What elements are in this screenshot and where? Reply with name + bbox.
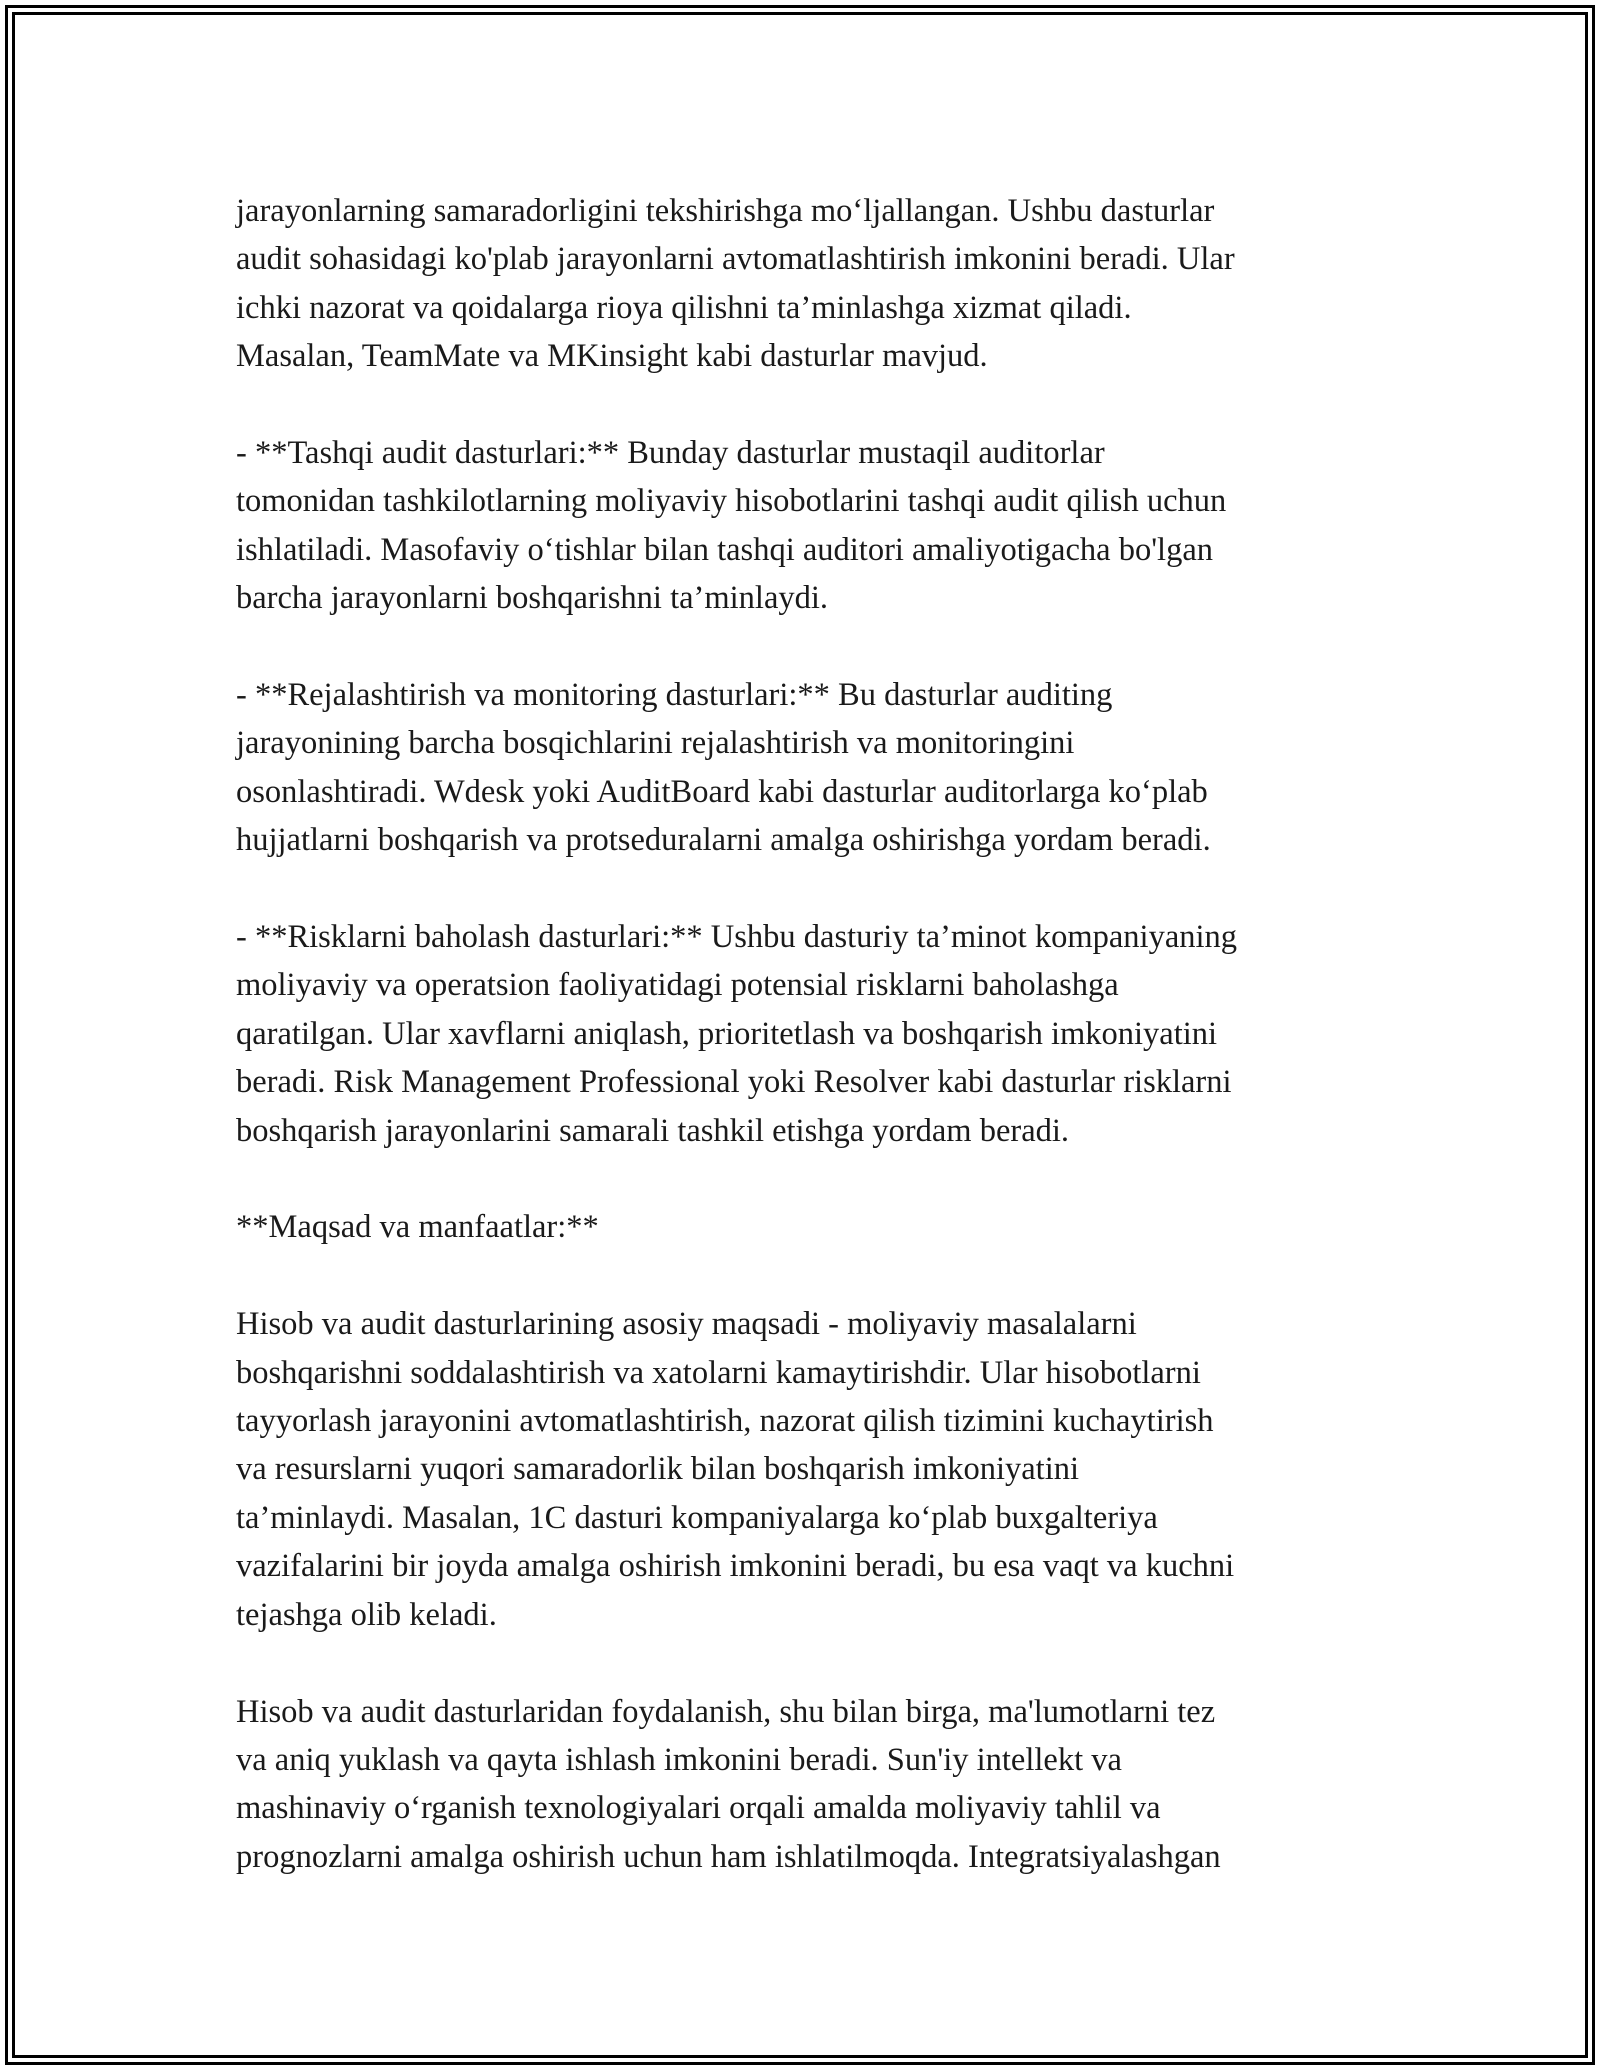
text-line: barcha jarayonlarni boshqarishni ta’minlaydi. — [236, 580, 829, 617]
text-line: va aniq yuklash va qayta ishlash imkonini beradi. Sun'iy intellekt va — [236, 1741, 1122, 1778]
text-line: audit sohasidagi ko'plab jarayonlarni avtomatlashtirish imkonini beradi. Ular — [236, 241, 1235, 278]
text-line: osonlashtiradi. Wdesk yoki AuditBoard kabi dasturlar auditorlarga ko‘plab — [236, 773, 1208, 810]
text-line: moliyaviy va operatsion faoliyatidagi potensial risklarni baholashga — [236, 967, 1119, 1004]
text-line: qaratilgan. Ular xavflarni aniqlash, prioritetlash va boshqarish imkoniyatini — [236, 1015, 1218, 1052]
text-line: Hisob va audit dasturlarining asosiy maqsadi - moliyaviy masalalarni — [236, 1306, 1137, 1343]
paragraph-risk-assessment — [236, 913, 1386, 1155]
paragraph-usage-benefits — [236, 1688, 1386, 1882]
text-line: boshqarish jarayonlarini samarali tashkil etishga yordam beradi. — [236, 1112, 1070, 1149]
document-body — [236, 187, 1386, 1930]
paragraph-planning-monitoring — [236, 671, 1386, 865]
text-line: boshqarishni soddalashtirish va xatolarni kamaytirishdir. Ular hisobotlarni — [236, 1354, 1201, 1391]
text-line: tomonidan tashkilotlarning moliyaviy hisobotlarini tashqi audit qilish uchun — [236, 483, 1227, 520]
text-line: **Maqsad va manfaatlar:** — [236, 1209, 599, 1246]
text-line: Hisob va audit dasturlaridan foydalanish, shu bilan birga, ma'lumotlarni tez — [236, 1693, 1216, 1730]
text-line: tejashga olib keladi. — [236, 1596, 497, 1633]
text-line: ichki nazorat va qoidalarga rioya qilishni ta’minlashga xizmat qiladi. — [236, 289, 1132, 326]
paragraph-external-audit — [236, 429, 1386, 623]
text-line: vazifalarini bir joyda amalga oshirish imkonini beradi, bu esa vaqt va kuchni — [236, 1548, 1235, 1585]
text-line: - **Risklarni baholash dasturlari:** Ushbu dasturiy ta’minot kompaniyaning — [236, 919, 1238, 956]
text-line: hujjatlarni boshqarish va protseduralarni amalga oshirishga yordam beradi. — [236, 822, 1211, 859]
text-line: ishlatiladi. Masofaviy o‘tishlar bilan tashqi auditori amaliyotigacha bo'lgan — [236, 531, 1214, 568]
text-line: tayyorlash jarayonini avtomatlashtirish, nazorat qilish tizimini kuchaytirish — [236, 1403, 1214, 1440]
text-line: prognozlarni amalga oshirish uchun ham ishlatilmoqda. Integratsiyalashgan — [236, 1838, 1221, 1875]
text-line: - **Rejalashtirish va monitoring dasturlari:** Bu dasturlar auditing — [236, 677, 1113, 714]
text-line: ta’minlaydi. Masalan, 1C dasturi kompaniyalarga ko‘plab buxgalteriya — [236, 1499, 1158, 1536]
text-line: - **Tashqi audit dasturlari:** Bunday dasturlar mustaqil auditorlar — [236, 435, 1105, 472]
section-heading-goals-benefits — [236, 1203, 1386, 1251]
paragraph-main-goal — [236, 1300, 1386, 1639]
text-line: beradi. Risk Management Professional yoki Resolver kabi dasturlar risklarni — [236, 1064, 1232, 1101]
text-line: jarayonlarning samaradorligini tekshirishga mo‘ljallangan. Ushbu dasturlar — [236, 193, 1215, 229]
text-line: Masalan, TeamMate va MKinsight kabi dasturlar mavjud. — [236, 338, 988, 375]
text-line: va resurslarni yuqori samaradorlik bilan boshqarish imkoniyatini — [236, 1451, 1080, 1488]
text-line: mashinaviy o‘rganish texnologiyalari orqali amalda moliyaviy tahlil va — [236, 1790, 1161, 1827]
text-line: jarayonining barcha bosqichlarini rejalashtirish va monitoringini — [236, 725, 1075, 762]
paragraph-internal-audit-continued — [236, 187, 1386, 381]
